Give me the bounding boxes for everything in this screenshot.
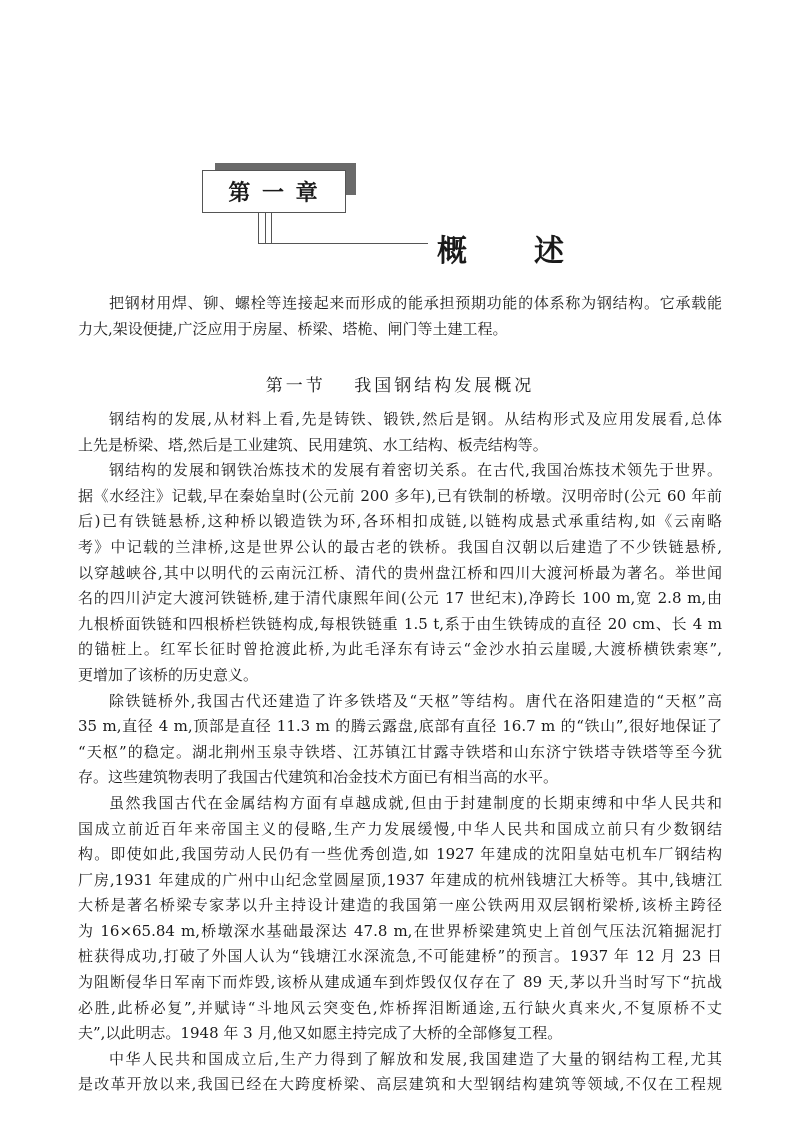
text-line: 钢结构的发展,从材料上看,先是铸铁、锻铁,然后是钢。从结构形式及应用发展看,总体 [109, 410, 722, 428]
paragraph [78, 1047, 722, 1098]
text-line: 存。这些建筑物表明了我国古代建筑和冶金技术方面已有相当高的水平。 [78, 768, 559, 787]
text-line: 大桥是著名桥梁专家茅以升主持设计建造的我国第一座公铁两用双层钢桁梁桥,该桥主跨径 [78, 896, 722, 915]
chapter-title-char: 述 [534, 234, 564, 269]
decorative-line [258, 213, 259, 243]
text-line: 必胜,此桥必复”,并赋诗“斗地风云突变色,炸桥挥泪断通途,五行缺火真来火,不复原桥不丈 [78, 998, 722, 1017]
decorative-line [265, 213, 266, 243]
text-line: 构。即使如此,我国劳动人民仍有一些优秀创造,如 1927 年建成的沈阳皇姑屯机车厂钢结构 [78, 845, 722, 864]
text-line: 中华人民共和国成立后,生产力得到了解放和发展,我国建造了大量的钢结构工程,尤其 [109, 1049, 722, 1068]
text-line: “天枢”的稳定。湖北荆州玉泉寺铁塔、江苏镇江甘露寺铁塔和山东济宁铁塔寺铁塔等至今犹 [78, 742, 722, 761]
paragraph [78, 407, 722, 458]
text-line: 据《水经注》记载,早在秦始皇时(公元前 200 多年),已有铁制的桥墩。汉明帝时(公元 60 年前 [78, 486, 722, 505]
text-line: 以穿越峡谷,其中以明代的云南沅江桥、清代的贵州盘江桥和四川大渡河桥最为著名。举世闻 [78, 563, 722, 582]
decorative-line [271, 213, 272, 243]
text-line: 力大,架设便捷,广泛应用于房屋、桥梁、塔桅、闸门等土建工程。 [78, 319, 508, 338]
text-line: 虽然我国古代在金属结构方面有卓越成就,但由于封建制度的长期束缚和中华人民共和 [109, 793, 722, 812]
decorative-line [258, 243, 428, 244]
text-line: 上先是桥梁、塔,然后是工业建筑、民用建筑、水工结构、板壳结构等。 [78, 435, 548, 454]
text-line: 更增加了该桥的历史意义。 [78, 665, 259, 684]
chapter-title-char: 概 [437, 234, 467, 269]
text-line: 为阻断侵华日军南下而炸毁,该桥从建成通车到炸毁仅仅存在了 89 天,茅以升当时写下“抗战 [78, 973, 722, 992]
section-body [78, 407, 722, 1098]
text-line: 国成立前近百年来帝国主义的侵略,生产力发展缓慢,中华人民共和国成立前只有少数钢结 [78, 819, 722, 838]
section-title: 第一节 我国钢结构发展概况 [265, 376, 535, 396]
text-line: 是改革开放以来,我国已经在大跨度桥梁、高层建筑和大型钢结构建筑等领域,不仅在工程规 [78, 1075, 722, 1094]
text-line: 35 m,直径 4 m,顶部是直径 11.3 m 的腾云露盘,底部有直径 16.7 m 的“铁山”,很好地保证了 [78, 717, 722, 736]
text-line: 钢结构的发展和钢铁冶炼技术的发展有着密切关系。在古代,我国冶炼技术领先于世界。 [109, 461, 722, 480]
chapter-label: 第 一 章 [202, 170, 346, 213]
paragraph [78, 689, 722, 791]
text-line: 把钢材用焊、铆、螺栓等连接起来而形成的能承担预期功能的体系称为钢结构。它承载能 [109, 294, 722, 312]
text-line: 九根桥面铁链和四根桥栏铁链构成,每根铁链重 1.5 t,系于由生铁铸成的直径 20 cm、长 4 m [78, 614, 722, 633]
intro-paragraph [78, 291, 722, 342]
text-line: 夫”,以此明志。1948 年 3 月,他又如愿主持完成了大桥的全部修复工程。 [78, 1024, 563, 1043]
paragraph [78, 458, 722, 688]
text-line: 为 16×65.84 m,桥墩深水基础最深达 47.8 m,在世界桥梁建筑史上首创气压法沉箱掘泥打 [78, 921, 722, 940]
text-line: 名的四川泸定大渡河铁链桥,建于清代康熙年间(公元 17 世纪末),净跨长 100 m,宽 2.8 m,由 [78, 589, 722, 608]
text-line: 厂房,1931 年建成的广州中山纪念堂圆屋顶,1937 年建成的杭州钱塘江大桥等。其中,钱塘江 [78, 870, 722, 889]
paragraph [78, 791, 722, 1047]
text-line: 后)已有铁链悬桥,这种桥以锻造铁为环,各环相扣成链,以链构成悬式承重结构,如《云南略 [78, 512, 722, 531]
text-line: 除铁链桥外,我国古代还建造了许多铁塔及“天枢”等结构。唐代在洛阳建造的“天枢”高 [109, 691, 722, 710]
text-line: 考》中记载的兰津桥,这是世界公认的最古老的铁桥。我国自汉朝以后建造了不少铁链悬桥, [78, 537, 722, 556]
text-line: 的锚桩上。红军长征时曾抢渡此桥,为此毛泽东有诗云“金沙水拍云崖暖,大渡桥横铁索寒”, [78, 640, 722, 659]
text-line: 桩获得成功,打破了外国人认为“钱塘江水深流急,不可能建桥”的预言。1937 年 12 月 23 日 [78, 947, 722, 966]
